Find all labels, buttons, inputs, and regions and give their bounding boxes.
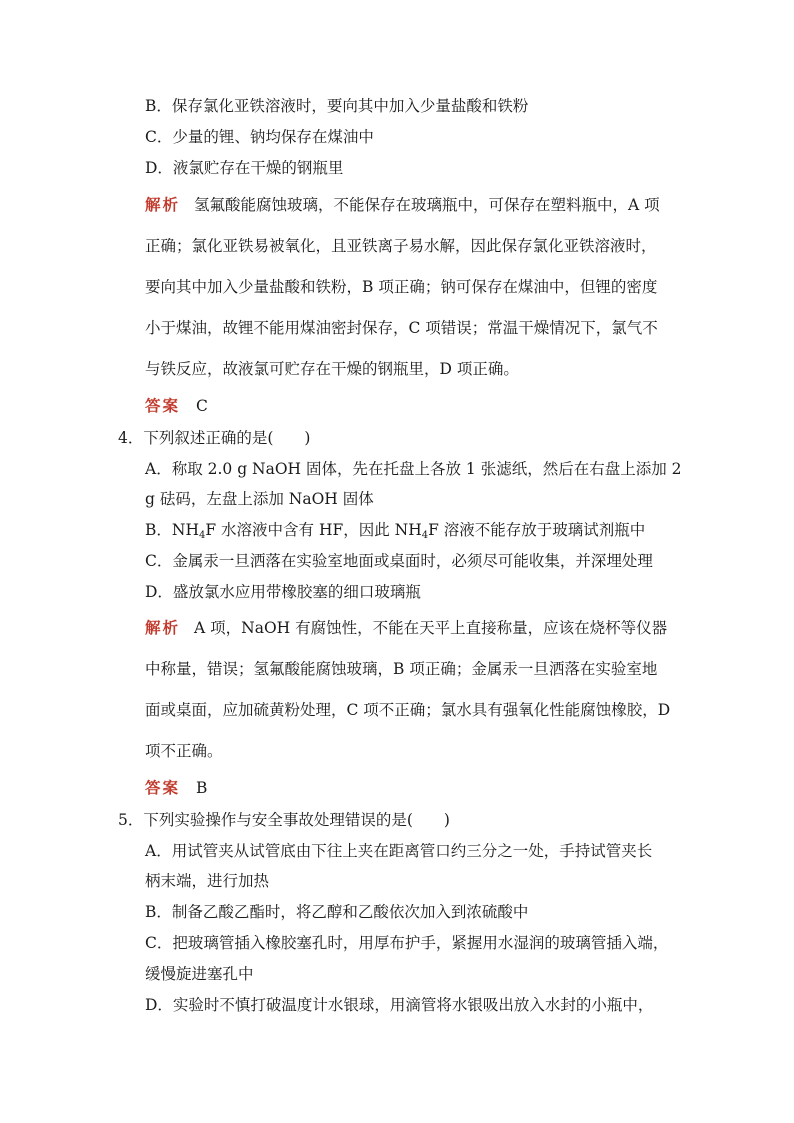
q3-answer-label: 答案 xyxy=(145,396,181,415)
q4-explanation-label: 解析 xyxy=(145,618,181,637)
q5-option-c-line-2: 缓慢旋进塞孔中 xyxy=(145,965,254,983)
q4-stem: 4．下列叙述正确的是( ) xyxy=(118,429,311,447)
q4-option-a-line-2: g 砝码，左盘上添加 NaOH 固体 xyxy=(145,490,374,508)
q4-option-d: D．盛放氯水应用带橡胶塞的细口玻璃瓶 xyxy=(145,583,421,601)
q4-explanation-line-2: 中称量，错误；氢氟酸能腐蚀玻璃，B 项正确；金属汞一旦洒落在实验室地 xyxy=(145,660,658,678)
q5-stem: 5．下列实验操作与安全事故处理错误的是( ) xyxy=(118,811,450,829)
q3-answer xyxy=(145,396,208,416)
q3-explanation-line-2: 正确；氯化亚铁易被氧化，且亚铁离子易水解，因此保存氯化亚铁溶液时， xyxy=(145,237,657,255)
q3-explanation-line-4: 小于煤油，故锂不能用煤油密封保存，C 项错误；常温干燥情况下，氯气不 xyxy=(145,319,658,337)
q5-option-a-line-2: 柄末端，进行加热 xyxy=(145,872,270,890)
q5-option-c-line-1: C．把玻璃管插入橡胶塞孔时，用厚布护手，紧握用水湿润的玻璃管插入端， xyxy=(145,934,669,952)
q5-option-d: D．实验时不慎打破温度计水银球，用滴管将水银吸出放入水封的小瓶中， xyxy=(145,996,654,1014)
q4-option-a-line-1: A．称取 2.0 g NaOH 固体，先在托盘上各放 1 张滤纸，然后在右盘上添加 2 xyxy=(145,460,682,478)
q5-option-a-line-1: A．用试管夹从试管底由下往上夹在距离管口约三分之一处，手持试管夹长 xyxy=(145,842,653,860)
q4-option-b: B．$NH_4F$ 水溶液中含有 HF，因此 $NH_4F$ 溶液不能存放于玻璃试剂瓶中 xyxy=(145,521,646,541)
q3-option-d: D．液氯贮存在干燥的钢瓶里 xyxy=(145,159,344,177)
q3-explanation-line-3: 要向其中加入少量盐酸和铁粉，B 项正确；钠可保存在煤油中，但锂的密度 xyxy=(145,278,658,296)
q3-explanation-label: 解析 xyxy=(145,195,181,214)
q4-answer-value: B xyxy=(196,779,208,797)
q4-explanation-line-3: 面或桌面，应加硫黄粉处理，C 项不正确；氯水具有强氧化性能腐蚀橡胶，D xyxy=(145,701,671,719)
q3-explanation-line-1: 解析 氢氟酸能腐蚀玻璃，不能保存在玻璃瓶中，可保存在塑料瓶中，A 项 xyxy=(145,195,660,214)
q3-option-b: B．保存氯化亚铁溶液时，要向其中加入少量盐酸和铁粉 xyxy=(145,97,529,115)
q3-answer-value: C xyxy=(196,397,208,415)
q4-option-c: C．金属汞一旦洒落在实验室地面或桌面时，必须尽可能收集，并深埋处理 xyxy=(145,552,653,570)
q4-explanation-line-4: 项不正确。 xyxy=(145,742,223,760)
q3-explanation-line-5: 与铁反应，故液氯可贮存在干燥的钢瓶里，D 项正确。 xyxy=(145,360,519,378)
q3-option-c: C．少量的锂、钠均保存在煤油中 xyxy=(145,128,374,146)
q5-option-b: B．制备乙酸乙酯时，将乙醇和乙酸依次加入到浓硫酸中 xyxy=(145,903,529,921)
q4-answer xyxy=(145,778,207,798)
q4-answer-label: 答案 xyxy=(145,778,181,797)
q4-explanation-line-1: 解析 A 项，NaOH 有腐蚀性，不能在天平上直接称量，应该在烧杯等仪器 xyxy=(145,618,668,637)
